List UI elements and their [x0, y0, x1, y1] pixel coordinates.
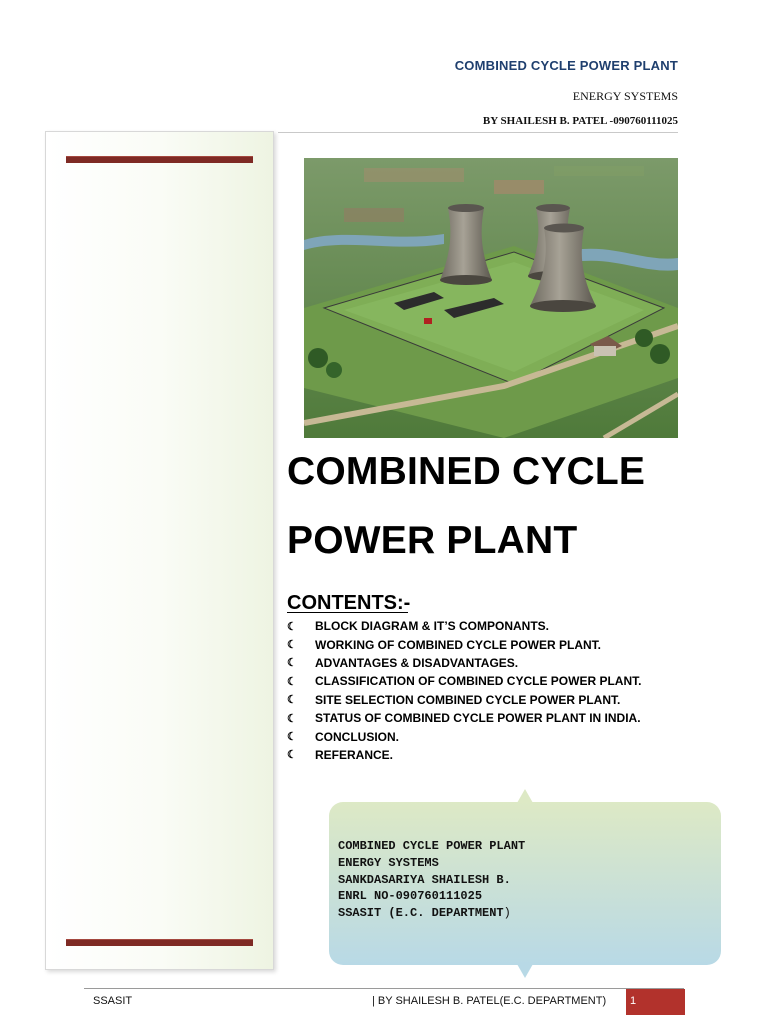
bullet-icon: ☾ — [287, 712, 297, 725]
callout-notch-bottom — [517, 964, 533, 978]
header-title: COMBINED CYCLE POWER PLANT — [454, 58, 678, 73]
list-item-text: SITE SELECTION COMBINED CYCLE POWER PLANT. — [315, 692, 621, 707]
callout-line — [338, 905, 525, 922]
list-item-text: CLASSIFICATION OF COMBINED CYCLE POWER PLANT. — [315, 674, 642, 689]
contents-list — [287, 617, 641, 764]
callout-paren: ) — [503, 906, 511, 921]
main-title-line2: POWER PLANT — [287, 519, 578, 562]
list-item — [287, 654, 641, 672]
list-item-text: BLOCK DIAGRAM & IT’S COMPONANTS. — [315, 619, 549, 634]
list-item-text: REFERANCE. — [315, 747, 394, 762]
main-title-line1: COMBINED CYCLE — [287, 450, 646, 493]
bullet-icon: ☾ — [287, 694, 297, 707]
callout-text — [338, 838, 525, 922]
footer-left: SSASIT — [93, 995, 133, 1007]
list-item-text: STATUS OF COMBINED CYCLE POWER PLANT IN INDIA. — [315, 711, 641, 726]
bullet-icon: ☾ — [287, 749, 297, 762]
list-item — [287, 709, 641, 727]
bullet-icon: ☾ — [287, 675, 297, 688]
bullet-icon: ☾ — [287, 639, 297, 652]
list-item — [287, 746, 641, 764]
page-number: 1 — [630, 995, 637, 1007]
callout-line: ENRL NO-090760111025 — [338, 889, 483, 904]
list-item-text: ADVANTAGES & DISADVANTAGES. — [315, 655, 519, 670]
power-plant-image — [304, 158, 678, 438]
contents-heading — [287, 592, 410, 615]
contents-heading-text: CONTENTS:- — [287, 592, 411, 614]
header-subtitle: ENERGY SYSTEMS — [572, 89, 678, 103]
contents-heading-underline — [287, 612, 408, 613]
callout-line: SANKDASARIYA SHAILESH B. — [338, 872, 511, 887]
list-item-text: CONCLUSION. — [315, 729, 399, 744]
callout-line: COMBINED CYCLE POWER PLANT — [338, 839, 526, 853]
callout-line: ENERGY SYSTEMS — [338, 855, 439, 870]
sidebar-top-bar — [66, 156, 253, 163]
header-author: BY SHAILESH B. PATEL -090760111025 — [482, 115, 678, 127]
list-item-text: WORKING OF COMBINED CYCLE POWER PLANT. — [315, 637, 601, 652]
footer-right: | BY SHAILESH B. PATEL(E.C. DEPARTMENT) — [372, 995, 607, 1007]
list-item — [287, 672, 641, 690]
footer-divider — [84, 988, 684, 989]
header-divider — [278, 132, 678, 133]
list-item — [287, 617, 641, 635]
list-item — [287, 727, 641, 745]
callout-notch-top — [517, 789, 533, 803]
list-item — [287, 635, 641, 653]
bullet-icon: ☾ — [287, 620, 297, 633]
callout-dept: SSASIT (E.C. DEPARTMENT — [338, 906, 504, 921]
sidebar-bottom-bar — [66, 939, 253, 946]
bullet-icon: ☾ — [287, 731, 297, 744]
list-item — [287, 691, 641, 709]
bullet-icon: ☾ — [287, 657, 297, 670]
sidebar-panel — [45, 131, 274, 970]
